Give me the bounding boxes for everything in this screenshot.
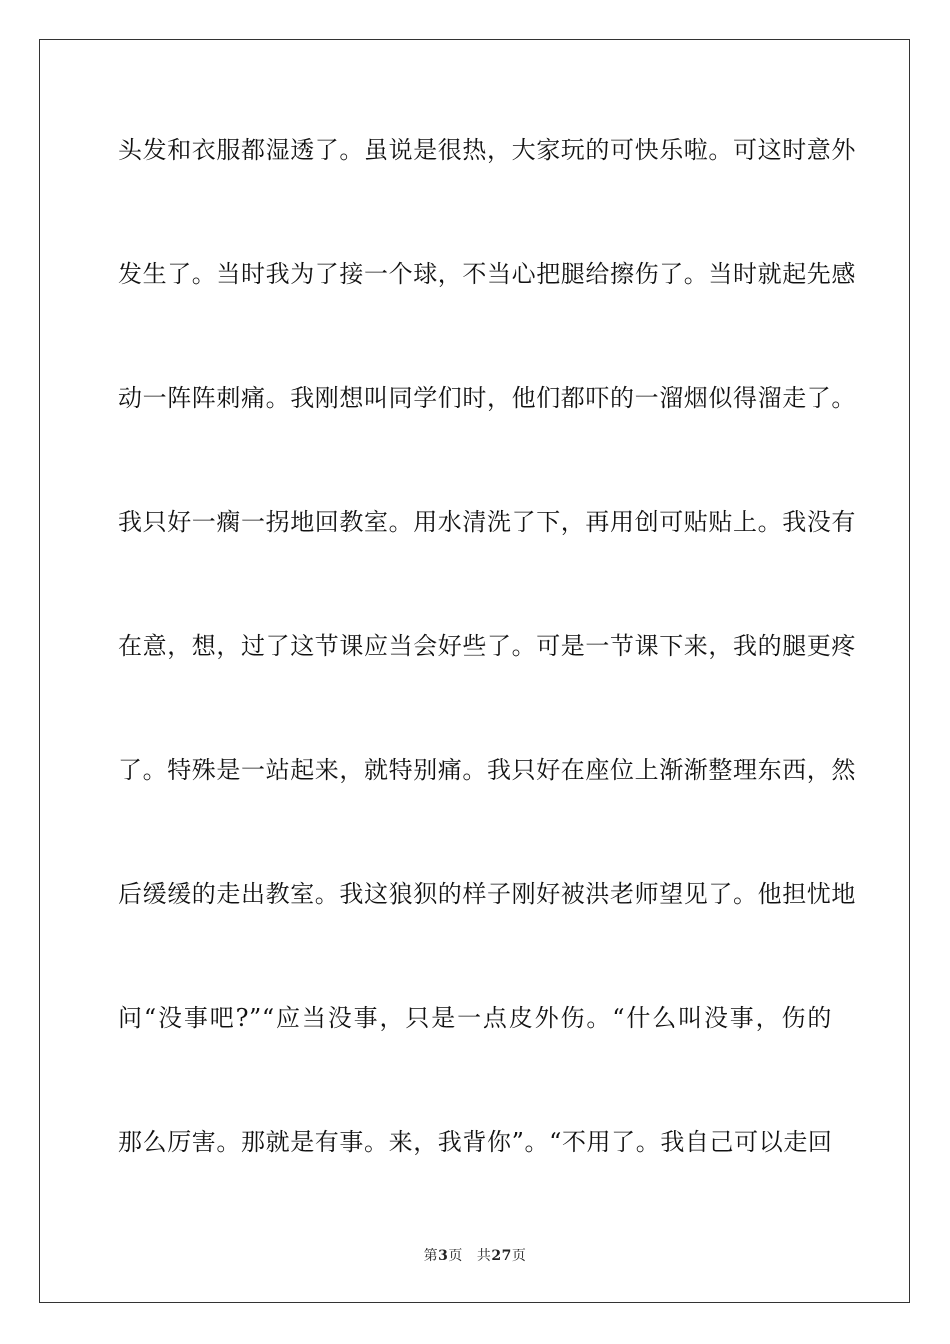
text-line: 动一阵阵刺痛。我刚想叫同学们时，他们都吓的一溜烟似得溜走了。	[118, 384, 856, 412]
total-label-suffix: 页	[511, 1248, 527, 1264]
page-footer	[0, 1246, 950, 1266]
text-line: 后缓缓的走出教室。我这狼狈的样子刚好被洪老师望见了。他担忧地	[118, 880, 856, 908]
text-line: 了。特殊是一站起来，就特别痛。我只好在座位上渐渐整理东西，然	[118, 756, 856, 784]
text-line: 发生了。当时我为了接一个球，不当心把腿给擦伤了。当时就起先感	[118, 260, 856, 288]
total-pages: 27	[491, 1248, 512, 1264]
text-line: 在意，想，过了这节课应当会好些了。可是一节课下来，我的腿更疼	[118, 632, 856, 660]
total-label-prefix: 共	[476, 1248, 492, 1264]
page-label-prefix: 第	[423, 1248, 439, 1264]
page-border	[39, 39, 910, 1303]
text-line: 我只好一瘸一拐地回教室。用水清洗了下，再用创可贴贴上。我没有	[118, 508, 856, 536]
page-number: 3	[438, 1248, 449, 1264]
text-line: 问“没事吧?”“应当没事，只是一点皮外伤。“什么叫没事，伤的	[118, 1004, 832, 1032]
text-line: 那么厉害。那就是有事。来，我背你”。“不用了。我自己可以走回	[118, 1128, 833, 1156]
page-label-suffix: 页	[448, 1248, 463, 1264]
text-line: 头发和衣服都湿透了。虽说是很热，大家玩的可快乐啦。可这时意外	[118, 136, 856, 164]
